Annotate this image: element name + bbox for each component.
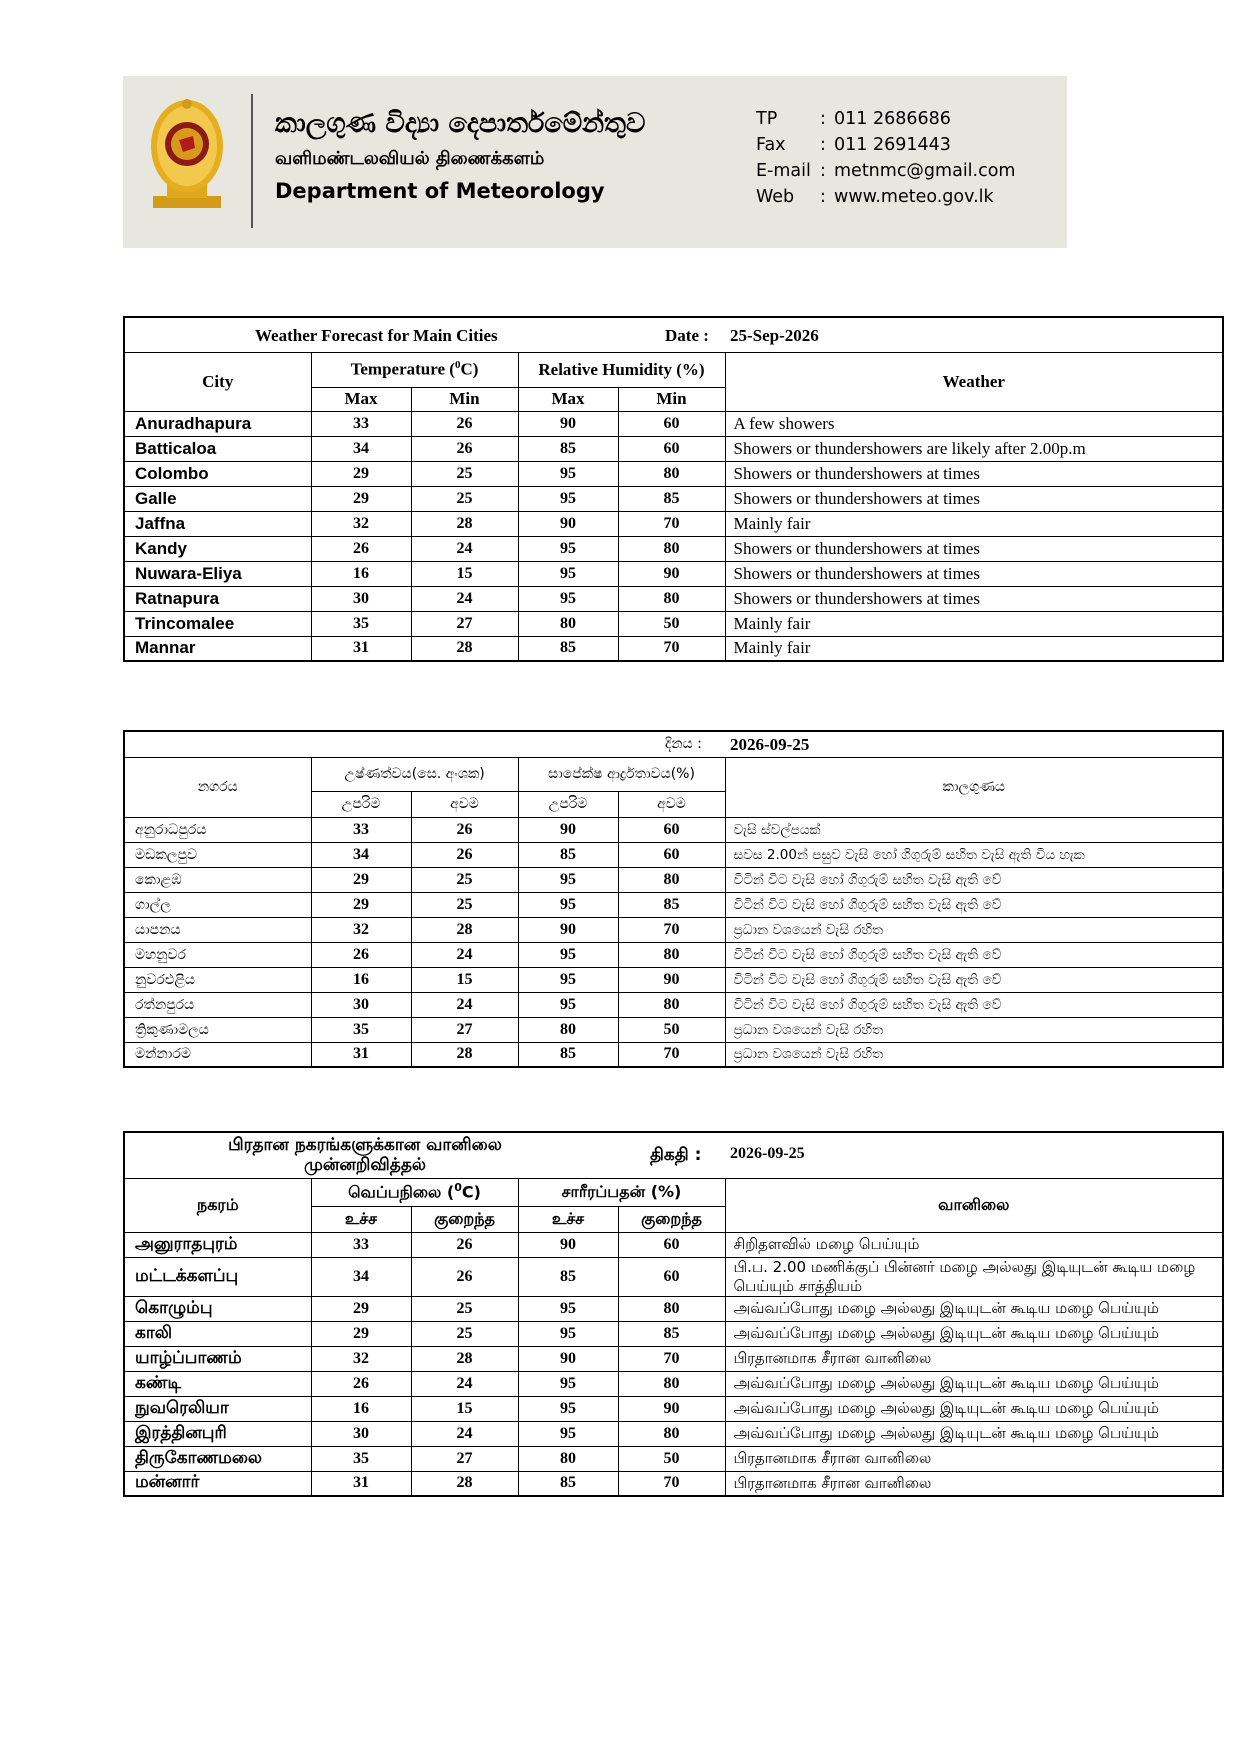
weather-cell: பிரதானமாக சீரான வானிலை (725, 1446, 1223, 1471)
temp-max-cell: 29 (311, 1321, 411, 1346)
rh-min-cell: 85 (618, 1321, 725, 1346)
weather-cell: Mainly fair (725, 636, 1223, 661)
rh-min-cell: 80 (618, 867, 725, 892)
rh-max-cell: 95 (518, 1296, 618, 1321)
temp-min-cell: 28 (411, 1042, 518, 1067)
city-cell: Trincomalee (124, 611, 311, 636)
col-header-temp-max: උපරිම (311, 791, 411, 817)
city-cell: Ratnapura (124, 586, 311, 611)
temp-min-cell: 28 (411, 511, 518, 536)
weather-cell: Showers or thundershowers at times (725, 461, 1223, 486)
city-cell: යාපනය (124, 917, 311, 942)
temp-max-cell: 33 (311, 411, 411, 436)
col-header-city: City (124, 352, 311, 411)
weather-cell: විටින් විට වැසි හෝ ගිගුරුම් සහිත වැසි ඇති වේ (725, 867, 1223, 892)
weather-cell: அவ்வப்போது மழை அல்லது இடியுடன் கூடிய மழை பெய்யும் (725, 1396, 1223, 1421)
rh-min-cell: 80 (618, 536, 725, 561)
date-label: දිනය : (665, 736, 702, 752)
temp-min-cell: 26 (411, 817, 518, 842)
weather-cell: அவ்வப்போது மழை அல்லது இடியுடன் கூடிய மழை பெய்யும் (725, 1296, 1223, 1321)
rh-max-cell: 85 (518, 636, 618, 661)
rh-max-cell: 95 (518, 892, 618, 917)
col-header-humidity: சாரீரப்பதன் (%) (518, 1178, 725, 1206)
table-title: Weather Forecast for Main Cities (255, 326, 498, 345)
table-row (124, 842, 1223, 867)
rh-max-cell: 90 (518, 1346, 618, 1371)
rh-min-cell: 80 (618, 461, 725, 486)
temp-min-cell: 25 (411, 486, 518, 511)
temp-max-cell: 35 (311, 611, 411, 636)
contact-row-email: E-mail : metnmc@gmail.com (756, 161, 1016, 181)
rh-min-cell: 80 (618, 1421, 725, 1446)
city-cell: அனுராதபுரம் (124, 1232, 311, 1257)
city-cell: நுவரெலியா (124, 1396, 311, 1421)
temp-min-cell: 25 (411, 1321, 518, 1346)
rh-min-cell: 80 (618, 1296, 725, 1321)
table-row (124, 536, 1223, 561)
sinhala-forecast-table (123, 730, 1224, 1068)
table-row (124, 636, 1223, 661)
col-header-temp-min: குறைந்த (411, 1206, 518, 1232)
weather-cell: பி.ப. 2.00 மணிக்குப் பின்னர் மழை அல்லது இடியுடன் கூடிய மழை பெய்யும் சாத்தியம் (725, 1257, 1223, 1296)
col-header-temperature: උෂ්ණත්වය(සෙ. අංශක) (311, 757, 518, 791)
temp-max-cell: 31 (311, 1042, 411, 1067)
city-cell: Galle (124, 486, 311, 511)
col-header-city: நகரம் (124, 1178, 311, 1232)
table-row (124, 411, 1223, 436)
temp-min-cell: 25 (411, 1296, 518, 1321)
temp-min-cell: 28 (411, 636, 518, 661)
table-row (124, 1017, 1223, 1042)
temp-max-cell: 30 (311, 992, 411, 1017)
rh-min-cell: 50 (618, 1017, 725, 1042)
city-cell: Batticaloa (124, 436, 311, 461)
rh-max-cell: 95 (518, 1421, 618, 1446)
temp-max-cell: 31 (311, 636, 411, 661)
weather-cell: Showers or thundershowers at times (725, 536, 1223, 561)
table-row (124, 1371, 1223, 1396)
weather-cell: ප්‍රධාන වශයෙන් වැසි රහිත (725, 1017, 1223, 1042)
rh-max-cell: 95 (518, 992, 618, 1017)
rh-min-cell: 60 (618, 436, 725, 461)
weather-cell: වැසි ස්වල්පයක් (725, 817, 1223, 842)
temp-min-cell: 24 (411, 1371, 518, 1396)
rh-min-cell: 80 (618, 1371, 725, 1396)
rh-min-cell: 70 (618, 636, 725, 661)
temp-max-cell: 32 (311, 1346, 411, 1371)
rh-max-cell: 95 (518, 486, 618, 511)
rh-max-cell: 90 (518, 411, 618, 436)
rh-max-cell: 95 (518, 942, 618, 967)
date-label: Date : (665, 326, 709, 345)
temp-min-cell: 26 (411, 411, 518, 436)
temp-max-cell: 26 (311, 1371, 411, 1396)
rh-max-cell: 95 (518, 967, 618, 992)
col-header-rh-min: අවම (618, 791, 725, 817)
rh-max-cell: 95 (518, 1371, 618, 1396)
temp-max-cell: 35 (311, 1017, 411, 1042)
city-cell: மன்னார் (124, 1471, 311, 1496)
temp-min-cell: 25 (411, 867, 518, 892)
city-cell: கொழும்பு (124, 1296, 311, 1321)
department-names (275, 106, 645, 208)
rh-max-cell: 95 (518, 1321, 618, 1346)
temp-max-cell: 26 (311, 536, 411, 561)
table-row (124, 1321, 1223, 1346)
forecast-date: 2026-09-25 (730, 735, 810, 754)
temp-min-cell: 15 (411, 967, 518, 992)
temp-min-cell: 24 (411, 942, 518, 967)
rh-min-cell: 80 (618, 942, 725, 967)
date-label: திகதி : (650, 1145, 702, 1165)
forecast-date: 25-Sep-2026 (730, 326, 819, 345)
rh-min-cell: 70 (618, 1042, 725, 1067)
temp-max-cell: 34 (311, 842, 411, 867)
fax-number: 011 2691443 (834, 135, 951, 155)
temp-max-cell: 29 (311, 1296, 411, 1321)
table-title-row (124, 317, 1223, 352)
contact-details (756, 106, 1015, 210)
temp-min-cell: 24 (411, 586, 518, 611)
city-cell: மட்டக்களப்பு (124, 1257, 311, 1296)
rh-min-cell: 70 (618, 1346, 725, 1371)
temp-max-cell: 35 (311, 1446, 411, 1471)
rh-min-cell: 90 (618, 967, 725, 992)
phone-number: 011 2686686 (834, 109, 951, 129)
sinhala-table-body (124, 817, 1223, 1067)
rh-min-cell: 70 (618, 917, 725, 942)
city-cell: ගාල්ල (124, 892, 311, 917)
table-row (124, 1396, 1223, 1421)
temp-max-cell: 33 (311, 1232, 411, 1257)
weather-cell: ප්‍රධාන වශයෙන් වැසි රහිත (725, 917, 1223, 942)
weather-cell: Mainly fair (725, 511, 1223, 536)
header-banner (123, 76, 1067, 248)
rh-min-cell: 80 (618, 992, 725, 1017)
weather-cell: Showers or thundershowers at times (725, 486, 1223, 511)
temp-max-cell: 29 (311, 461, 411, 486)
temp-min-cell: 15 (411, 1396, 518, 1421)
city-cell: Mannar (124, 636, 311, 661)
rh-min-cell: 50 (618, 611, 725, 636)
rh-max-cell: 95 (518, 561, 618, 586)
rh-max-cell: 90 (518, 917, 618, 942)
col-header-temp-min: අවම (411, 791, 518, 817)
weather-cell: அவ்வப்போது மழை அல்லது இடியுடன் கூடிய மழை பெய்யும் (725, 1321, 1223, 1346)
contact-row-web: Web : www.meteo.gov.lk (756, 187, 994, 207)
city-cell: මඩකලපුව (124, 842, 311, 867)
temp-min-cell: 28 (411, 917, 518, 942)
temp-min-cell: 26 (411, 436, 518, 461)
rh-min-cell: 60 (618, 842, 725, 867)
col-header-temp-max: Max (311, 387, 411, 411)
col-header-weather: Weather (725, 352, 1223, 411)
city-cell: Kandy (124, 536, 311, 561)
city-cell: Nuwara-Eliya (124, 561, 311, 586)
temp-min-cell: 24 (411, 1421, 518, 1446)
temp-min-cell: 27 (411, 1017, 518, 1042)
col-header-temp-max: உச்ச (311, 1206, 411, 1232)
rh-max-cell: 95 (518, 536, 618, 561)
rh-min-cell: 90 (618, 1396, 725, 1421)
col-header-rh-max: උපරිම (518, 791, 618, 817)
rh-max-cell: 95 (518, 586, 618, 611)
city-cell: රත්නපුරය (124, 992, 311, 1017)
rh-max-cell: 90 (518, 817, 618, 842)
rh-min-cell: 70 (618, 1471, 725, 1496)
city-cell: මහනුවර (124, 942, 311, 967)
rh-max-cell: 80 (518, 1446, 618, 1471)
temp-max-cell: 29 (311, 892, 411, 917)
temp-min-cell: 25 (411, 461, 518, 486)
col-header-rh-min: குறைந்த (618, 1206, 725, 1232)
rh-min-cell: 85 (618, 892, 725, 917)
rh-max-cell: 90 (518, 1232, 618, 1257)
temp-min-cell: 27 (411, 1446, 518, 1471)
rh-min-cell: 80 (618, 586, 725, 611)
weather-cell: විටින් විට වැසි හෝ ගිගුරුම් සහිත වැසි ඇති වේ (725, 942, 1223, 967)
header-divider (251, 94, 253, 228)
weather-cell: A few showers (725, 411, 1223, 436)
rh-max-cell: 90 (518, 511, 618, 536)
rh-max-cell: 85 (518, 436, 618, 461)
city-cell: Jaffna (124, 511, 311, 536)
table-row (124, 892, 1223, 917)
weather-cell: Showers or thundershowers at times (725, 586, 1223, 611)
temp-min-cell: 25 (411, 892, 518, 917)
table-row (124, 511, 1223, 536)
rh-min-cell: 50 (618, 1446, 725, 1471)
website-link[interactable]: www.meteo.gov.lk (834, 187, 994, 207)
tamil-forecast-table (123, 1131, 1224, 1497)
weather-cell: Mainly fair (725, 611, 1223, 636)
temp-min-cell: 24 (411, 536, 518, 561)
english-table-body (124, 411, 1223, 661)
table-row (124, 1257, 1223, 1296)
table-row (124, 867, 1223, 892)
temp-max-cell: 16 (311, 561, 411, 586)
temp-min-cell: 27 (411, 611, 518, 636)
col-header-weather: කාලගුණය (725, 757, 1223, 817)
city-cell: අනුරාධපුරය (124, 817, 311, 842)
sinhala-department-name: කාලගුණ විද්‍යා දෙපාර්තමේන්තුව (275, 108, 646, 139)
rh-max-cell: 95 (518, 1396, 618, 1421)
weather-cell: Showers or thundershowers are likely after 2.00p.m (725, 436, 1223, 461)
contact-row-tp: TP : 011 2686686 (756, 109, 951, 129)
city-cell: මන්නාරම (124, 1042, 311, 1067)
temp-max-cell: 29 (311, 486, 411, 511)
table-row (124, 436, 1223, 461)
col-header-weather: வானிலை (725, 1178, 1223, 1232)
rh-min-cell: 60 (618, 1232, 725, 1257)
rh-min-cell: 60 (618, 1257, 725, 1296)
temp-min-cell: 15 (411, 561, 518, 586)
col-header-rh-min: Min (618, 387, 725, 411)
weather-cell: அவ்வப்போது மழை அல்லது இடியுடன் கூடிய மழை பெய்யும் (725, 1421, 1223, 1446)
rh-max-cell: 85 (518, 842, 618, 867)
table-row (124, 817, 1223, 842)
temp-min-cell: 28 (411, 1471, 518, 1496)
tamil-department-name: வளிமண்டலவியல் திணைக்களம் (275, 148, 545, 169)
city-cell: Colombo (124, 461, 311, 486)
temp-max-cell: 16 (311, 967, 411, 992)
temp-min-cell: 26 (411, 1232, 518, 1257)
weather-cell: විටින් විට වැසි හෝ ගිගුරුම් සහිත වැසි ඇති වේ (725, 892, 1223, 917)
temp-max-cell: 33 (311, 817, 411, 842)
temp-max-cell: 26 (311, 942, 411, 967)
weather-cell: සවස 2.00න් පසුව වැසි හෝ ගිගුරුම් සහිත වැසි ඇති විය හැක (725, 842, 1223, 867)
city-cell: ත්‍රිකුණාමලය (124, 1017, 311, 1042)
weather-cell: ප්‍රධාන වශයෙන් වැසි රහිත (725, 1042, 1223, 1067)
rh-min-cell: 60 (618, 817, 725, 842)
rh-min-cell: 85 (618, 486, 725, 511)
temp-max-cell: 32 (311, 511, 411, 536)
col-header-humidity: Relative Humidity (%) (518, 352, 725, 387)
rh-max-cell: 80 (518, 1017, 618, 1042)
city-cell: யாழ்ப்பாணம் (124, 1346, 311, 1371)
rh-min-cell: 70 (618, 511, 725, 536)
table-row (124, 461, 1223, 486)
col-header-rh-max: உச்ச (518, 1206, 618, 1232)
rh-min-cell: 90 (618, 561, 725, 586)
temp-max-cell: 31 (311, 1471, 411, 1496)
rh-max-cell: 85 (518, 1042, 618, 1067)
table-row (124, 561, 1223, 586)
table-row (124, 1421, 1223, 1446)
weather-cell: சிறிதளவில் மழை பெய்யும் (725, 1232, 1223, 1257)
city-cell: காலி (124, 1321, 311, 1346)
temp-max-cell: 29 (311, 867, 411, 892)
table-row (124, 967, 1223, 992)
table-row (124, 1296, 1223, 1321)
email-link[interactable]: metnmc@gmail.com (834, 161, 1016, 181)
table-row (124, 1446, 1223, 1471)
table-title-row (124, 731, 1223, 757)
weather-cell: அவ்வப்போது மழை அல்லது இடியுடன் கூடிய மழை பெய்யும் (725, 1371, 1223, 1396)
city-cell: නුවරඑළිය (124, 967, 311, 992)
contact-row-fax: Fax : 011 2691443 (756, 135, 951, 155)
city-cell: இரத்தினபுரி (124, 1421, 311, 1446)
rh-max-cell: 80 (518, 611, 618, 636)
col-header-temp-min: Min (411, 387, 518, 411)
weather-cell: பிரதானமாக சீரான வானிலை (725, 1346, 1223, 1371)
table-row (124, 586, 1223, 611)
national-emblem-icon (147, 96, 227, 216)
weather-cell: பிரதானமாக சீரான வானிலை (725, 1471, 1223, 1496)
weather-cell: විටින් විට වැසි හෝ ගිගුරුම් සහිත වැසි ඇති වේ (725, 967, 1223, 992)
col-header-temperature: வெப்பநிலை ($^0$C) (311, 1178, 518, 1206)
temp-min-cell: 26 (411, 842, 518, 867)
table-row (124, 1471, 1223, 1496)
rh-min-cell: 60 (618, 411, 725, 436)
temp-max-cell: 32 (311, 917, 411, 942)
weather-cell: විටින් විට වැසි හෝ ගිගුරුම් සහිත වැසි ඇති වේ (725, 992, 1223, 1017)
temp-max-cell: 34 (311, 1257, 411, 1296)
city-cell: කොළඹ (124, 867, 311, 892)
rh-max-cell: 95 (518, 461, 618, 486)
city-cell: Anuradhapura (124, 411, 311, 436)
forecast-date: 2026-09-25 (730, 1145, 805, 1162)
col-header-temperature: Temperature ($^0$C) (311, 352, 518, 387)
weather-cell: Showers or thundershowers at times (725, 561, 1223, 586)
english-department-name: Department of Meteorology (275, 179, 605, 203)
temp-min-cell: 28 (411, 1346, 518, 1371)
rh-max-cell: 85 (518, 1471, 618, 1496)
temp-max-cell: 30 (311, 586, 411, 611)
table-row (124, 611, 1223, 636)
temp-min-cell: 24 (411, 992, 518, 1017)
temp-max-cell: 34 (311, 436, 411, 461)
table-row (124, 992, 1223, 1017)
col-header-humidity: සාපේක්ෂ ආර්ද්‍රතාවය(%) (518, 757, 725, 791)
rh-max-cell: 85 (518, 1257, 618, 1296)
table-row (124, 486, 1223, 511)
city-cell: திருகோணமலை (124, 1446, 311, 1471)
temp-max-cell: 30 (311, 1421, 411, 1446)
table-row (124, 1042, 1223, 1067)
table-row (124, 1232, 1223, 1257)
tamil-table-body (124, 1232, 1223, 1496)
col-header-rh-max: Max (518, 387, 618, 411)
temp-max-cell: 16 (311, 1396, 411, 1421)
col-header-city: නගරය (124, 757, 311, 817)
table-title: பிரதான நகரங்களுக்கான வானிலை முன்னறிவித்தல் (228, 1135, 502, 1175)
table-row (124, 917, 1223, 942)
table-row (124, 1346, 1223, 1371)
english-forecast-table (123, 316, 1224, 662)
temp-min-cell: 26 (411, 1257, 518, 1296)
table-row (124, 942, 1223, 967)
city-cell: கண்டி (124, 1371, 311, 1396)
table-title-row (124, 1132, 1223, 1178)
rh-max-cell: 95 (518, 867, 618, 892)
